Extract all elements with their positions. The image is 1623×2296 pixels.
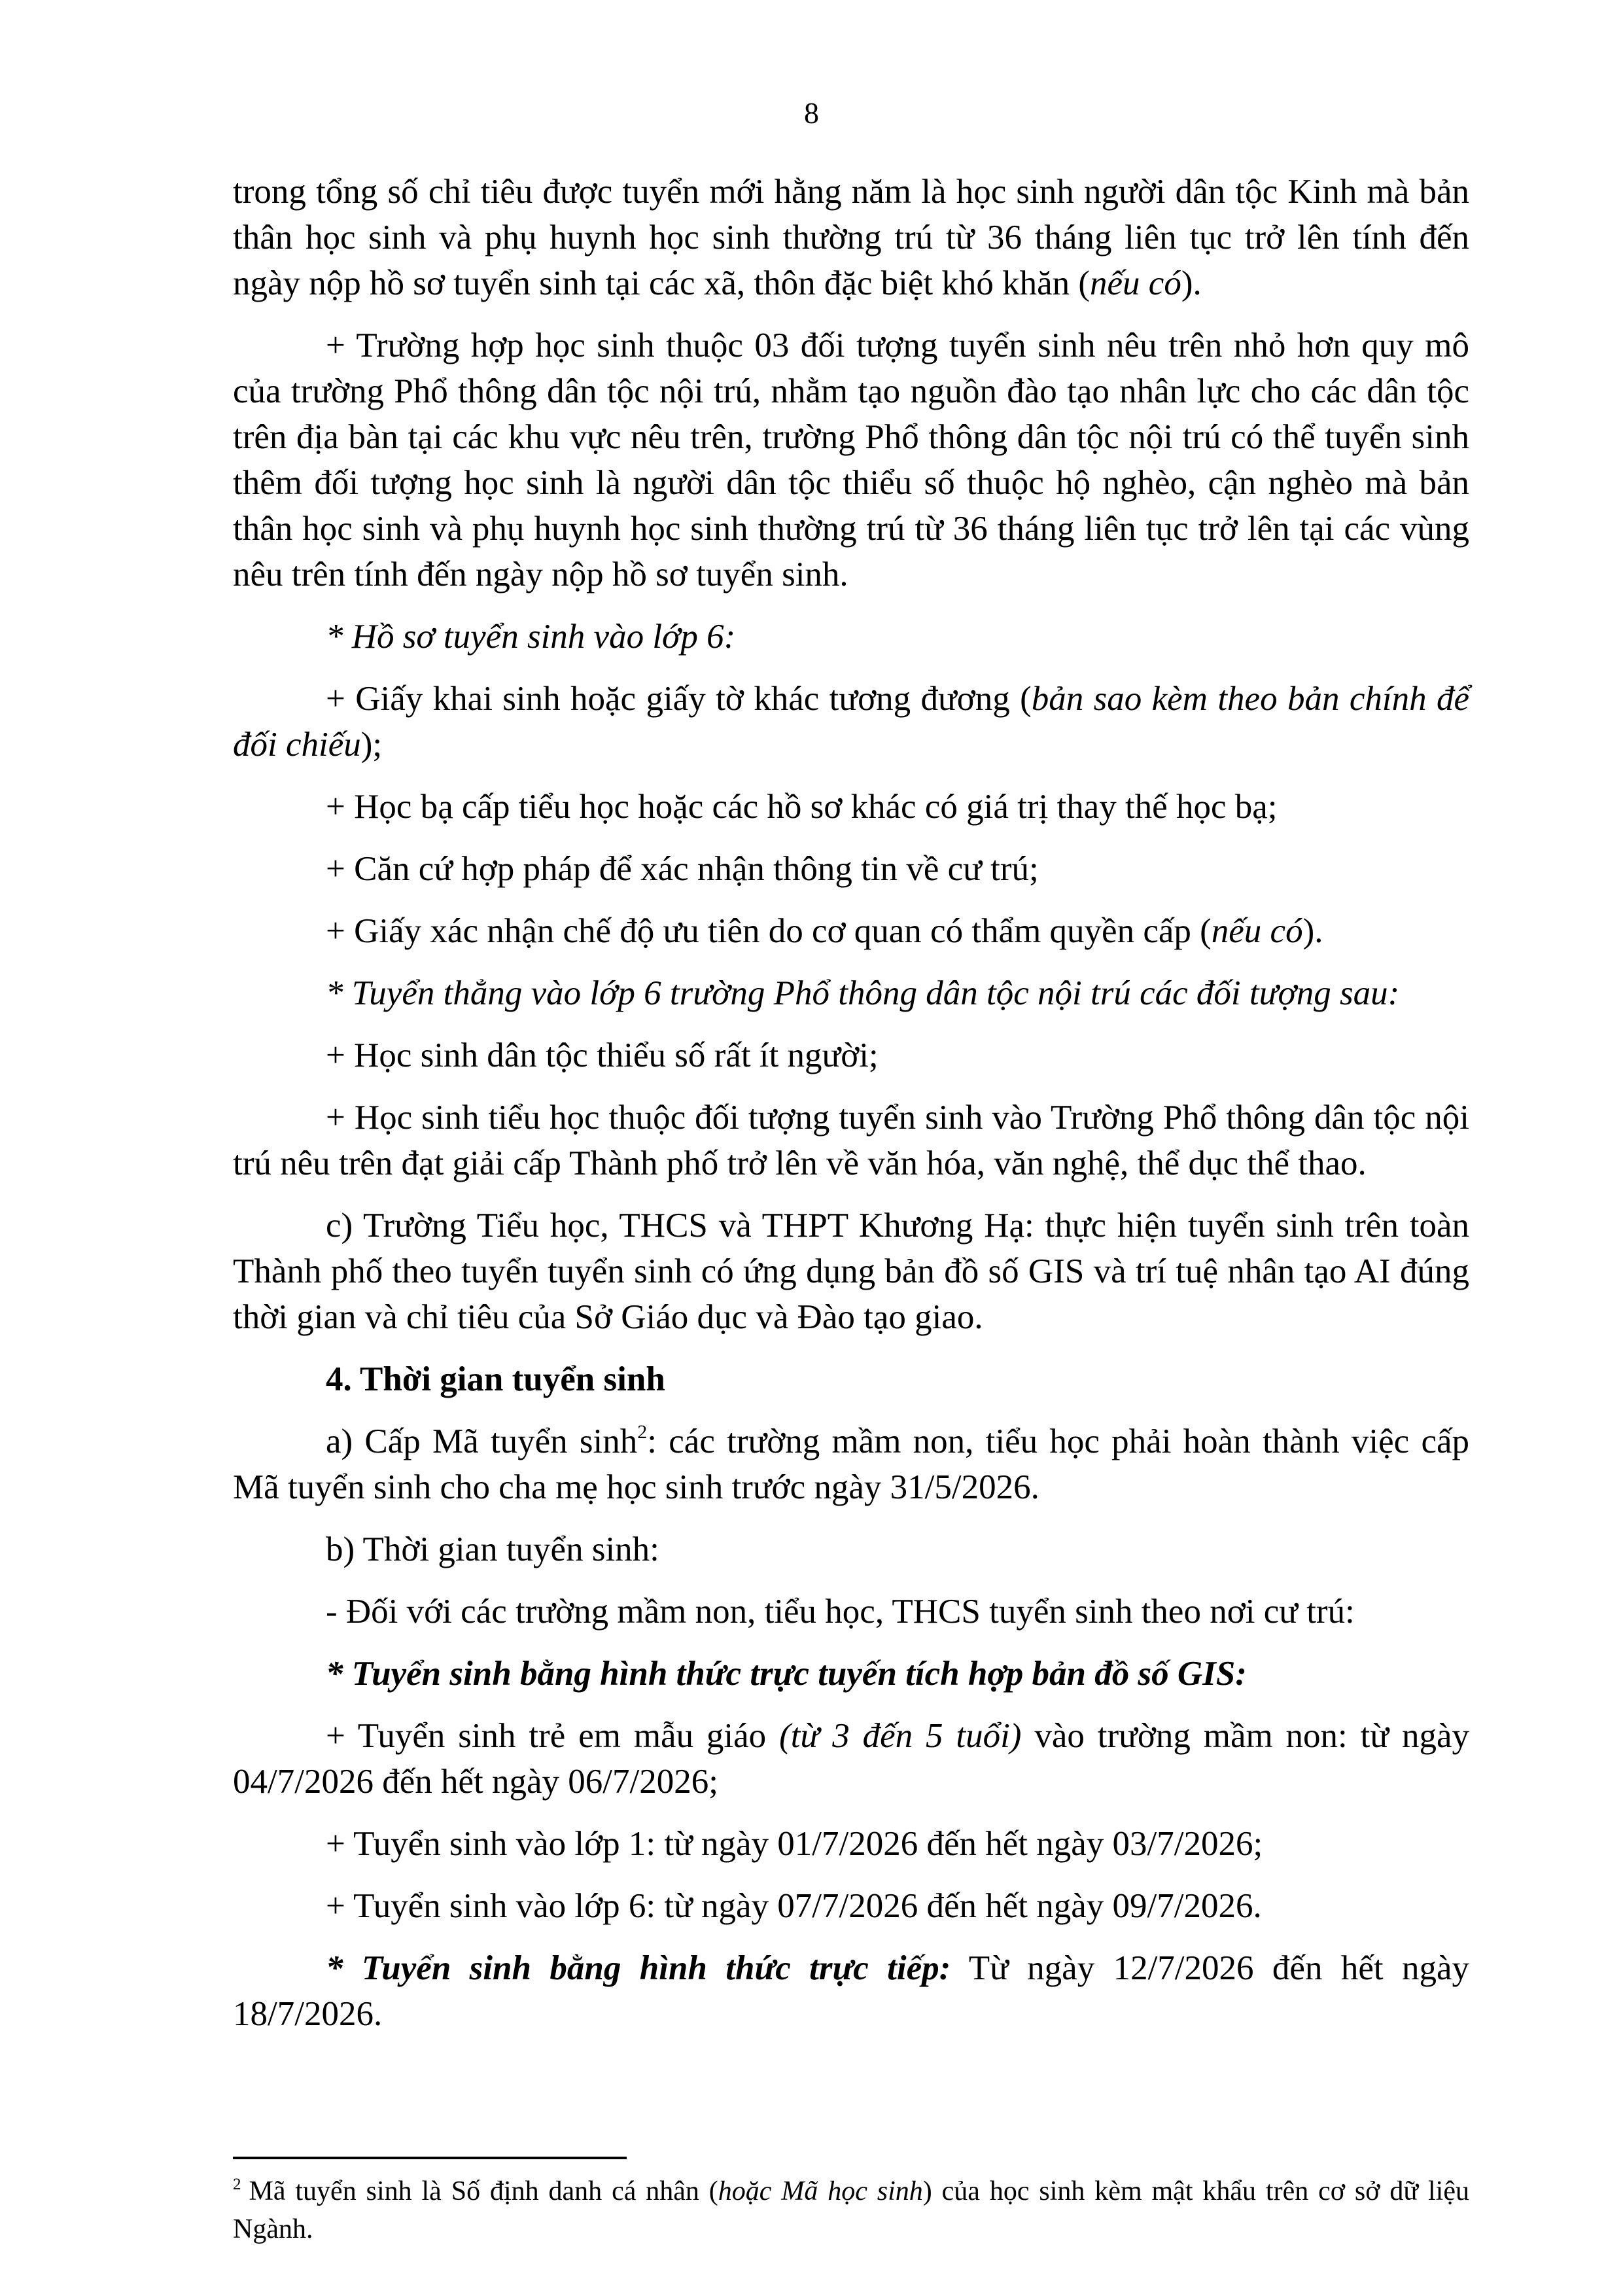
text-run-italic: hoặc Mã học sinh (718, 2176, 923, 2206)
paragraph-additional-enrollment: + Trường hợp học sinh thuộc 03 đối tượng tuyển sinh nêu trên nhỏ hơn quy mô của trường Phổ thông dân tộc nội trú, nhằm tạo nguồn đào tạo nhân lực cho các dân tộc trên địa bàn tại các khu vực nêu trên, trường Phổ thông dân tộc nội trú có thể tuyển sinh thêm đối tượng học sinh là người dân tộc thiểu số thuộc hộ nghèo, cận nghèo mà bản thân học sinh và phụ huynh học sinh thường trú từ 36 tháng liên tục trở lên tại các vùng nêu trên tính đến ngày nộp hồ sơ tuyển sinh. (233, 327, 1469, 593)
document-body (233, 169, 1469, 2053)
list-item-ethnic-minority: + Học sinh dân tộc thiểu số rất ít người; (326, 1036, 879, 1074)
footnote-separator (233, 2157, 627, 2159)
section-heading-enrollment-time: 4. Thời gian tuyển sinh (326, 1360, 665, 1398)
list-item-kindergarten (233, 1713, 1469, 1805)
list-item-school-record: + Học bạ cấp tiểu học hoặc các hồ sơ khác có giá trị thay thế học bạ; (326, 788, 1278, 826)
text-run: Từ ngày 12/7/2026 đến hết ngày 18/7/2026. (233, 1949, 1469, 2033)
text-run: Mã tuyển sinh là Số định danh cá nhân ( (249, 2176, 718, 2206)
list-item-grade6: + Tuyển sinh vào lớp 6: từ ngày 07/7/2026 đến hết ngày 09/7/2026. (326, 1887, 1262, 1925)
text-run: trong tổng số chỉ tiêu được tuyển mới hằng năm là học sinh người dân tộc Kinh mà bản thân học sinh và phụ huynh học sinh thường trú từ 36 tháng liên tục trở lên tính đến ngày nộp hồ sơ tuyển sinh tại các xã, thôn đặc biệt khó khăn ( (233, 173, 1469, 302)
paragraph-enrollment-time: b) Thời gian tuyển sinh: (326, 1530, 659, 1568)
footnote-marker: 2 (233, 2176, 241, 2193)
text-run: + Giấy khai sinh hoặc giấy tờ khác tương đương ( (326, 680, 1032, 718)
heading-online-enrollment: * Tuyển sinh bằng hình thức trực tuyến tích hợp bản đồ số GIS: (326, 1655, 1247, 1693)
paragraph-enrollment-code (233, 1419, 1469, 1510)
heading-direct-admission: * Tuyển thẳng vào lớp 6 trường Phổ thông dân tộc nội trú các đối tượng sau: (326, 974, 1400, 1012)
paragraph-by-residence: - Đối với các trường mầm non, tiểu học, THCS tuyển sinh theo nơi cư trú: (326, 1593, 1355, 1631)
text-run: ). (1181, 264, 1202, 302)
text-run-italic: (từ 3 đến 5 tuổi) (779, 1717, 1022, 1755)
text-run: ) của học sinh kèm mật khẩu trên cơ sở dữ liệu Ngành. (233, 2176, 1469, 2244)
text-run: + Giấy xác nhận chế độ ưu tiên do cơ quan có thẩm quyền cấp ( (326, 912, 1212, 950)
footnote (233, 2172, 1469, 2248)
text-run: + Tuyển sinh trẻ em mẫu giáo (326, 1717, 780, 1755)
list-item-grade1: + Tuyển sinh vào lớp 1: từ ngày 01/7/2026 đến hết ngày 03/7/2026; (326, 1825, 1263, 1863)
text-run: ). (1302, 912, 1323, 950)
paragraph-direct-enrollment (233, 1945, 1469, 2037)
text-run: : các trường mầm non, tiểu học phải hoàn thành việc cấp Mã tuyển sinh cho cha mẹ học sinh trước ngày 31/5/2026. (233, 1422, 1470, 1506)
paragraph-khuong-ha-school: c) Trường Tiểu học, THCS và THPT Khương Hạ: thực hiện tuyển sinh trên toàn Thành phố theo tuyển tuyển sinh có ứng dụng bản đồ số GIS và trí tuệ nhân tạo AI đúng thời gian và chỉ tiêu của Sở Giáo dục và Đào tạo giao. (233, 1207, 1469, 1336)
text-run-italic: bản sao kèm theo bản chính để đối chiếu (233, 680, 1469, 764)
list-item-priority-certificate (233, 908, 1469, 954)
footnote-reference[interactable]: 2 (637, 1421, 648, 1443)
text-run: ); (360, 726, 383, 764)
text-run-italic: nếu có (1211, 912, 1303, 950)
page-number: 8 (804, 96, 819, 130)
text-run: vào trường mầm non: từ ngày 04/7/2026 đến hết ngày 06/7/2026; (233, 1717, 1470, 1801)
text-run: a) Cấp Mã tuyển sinh (326, 1422, 638, 1460)
list-item-residence-proof: + Căn cứ hợp pháp để xác nhận thông tin về cư trú; (326, 850, 1039, 888)
paragraph-kinh-students (233, 169, 1469, 306)
list-item-award-winners: + Học sinh tiểu học thuộc đối tượng tuyển sinh vào Trường Phổ thông dân tộc nội trú nêu trên đạt giải cấp Thành phố trở lên về văn hóa, văn nghệ, thể dục thể thao. (233, 1099, 1469, 1182)
text-run-italic: nếu có (1090, 264, 1181, 302)
heading-grade6-dossier: * Hồ sơ tuyển sinh vào lớp 6: (326, 618, 736, 656)
text-run-bold-italic: * Tuyển sinh bằng hình thức trực tiếp: (326, 1949, 951, 1987)
list-item-birth-certificate (233, 676, 1469, 768)
